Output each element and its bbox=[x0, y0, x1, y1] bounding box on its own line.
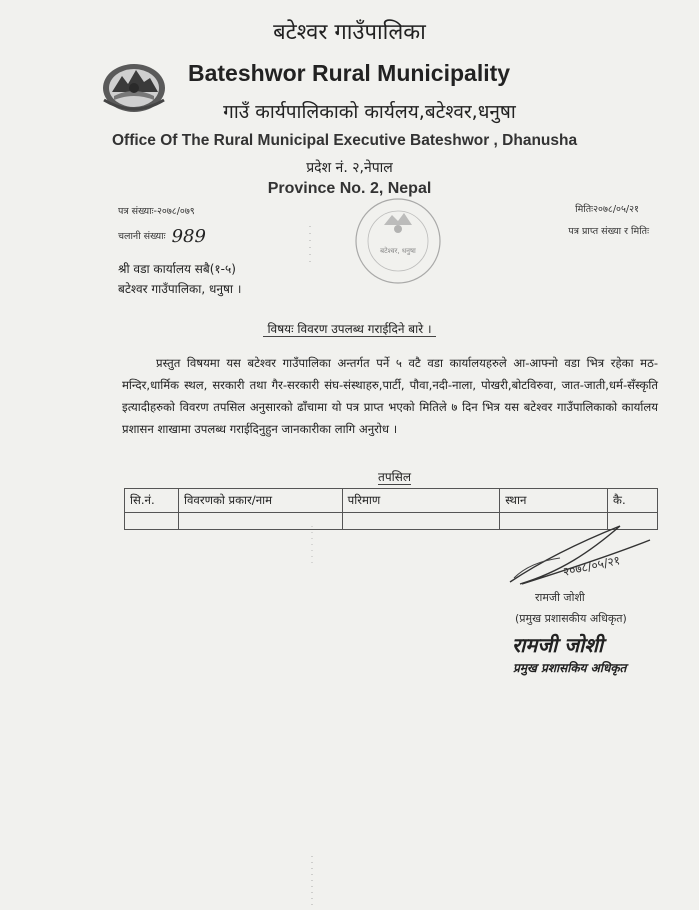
office-seal-stamp bbox=[352, 195, 444, 287]
col-location: स्थान bbox=[500, 489, 608, 513]
col-remarks: कै. bbox=[608, 489, 658, 513]
addressee-line-1: श्री वडा कार्यालय सबै(१-५) bbox=[118, 262, 236, 276]
received-number-date: पत्र प्राप्त संख्या र मितिः bbox=[568, 226, 649, 237]
office-name-devanagari: गाउँ कार्यपालिकाको कार्यलय,बटेश्वर,धनुषा bbox=[223, 101, 516, 123]
schedule-title bbox=[0, 468, 699, 485]
province-english: Province No. 2, Nepal bbox=[267, 180, 432, 197]
svg-text:बटेश्वर, धनुषा: बटेश्वर, धनुषा bbox=[380, 247, 416, 255]
svg-text:२०७८/०५/२१: २०७८/०५/२१ bbox=[561, 553, 622, 579]
letter-date: मितिः२०७८/०५/२१ bbox=[575, 204, 639, 215]
dispatch-label: चलानी संख्याः bbox=[118, 231, 166, 242]
signatory-name: रामजी जोशी bbox=[535, 591, 585, 604]
addressee-line-2: बटेश्वर गाउँपालिका, धनुषा । bbox=[118, 282, 242, 296]
handwritten-signature bbox=[500, 522, 690, 592]
schedule-header-row bbox=[125, 489, 658, 513]
office-name-english: Office Of The Rural Municipal Executive Bateshwor , Dhanusha bbox=[112, 132, 578, 149]
fold-marks bbox=[306, 226, 318, 910]
col-type-name: विवरणको प्रकार/नाम bbox=[178, 489, 342, 513]
subject-text: विषयः विवरण उपलब्ध गराईदिने बारे । bbox=[263, 322, 435, 337]
dispatch-number bbox=[118, 226, 206, 247]
designation-stamp: प्रमुख प्रशासकिय अधिकृत bbox=[513, 661, 627, 675]
col-quantity: परिमाण bbox=[342, 489, 500, 513]
dispatch-number-handwritten: 989 bbox=[171, 226, 206, 247]
reference-number: पत्र संख्याः-२०७८/०७९ bbox=[118, 206, 195, 217]
body-paragraph: प्रस्तुत विषयमा यस बटेश्वर गाउँपालिका अन्तर्गत पर्ने ५ वटै वडा कार्यालयहरुले आ-आफ्नो वडा भित्र रहेका मठ-मन्दिर,धार्मिक स्थल, सरकारी तथा गैर-सरकारी संघ-संस्थाहरु,पार्टी, पौवा,नदी-नाला, पोखरी,बोटविरुवा, जात-जाती,धर्म-सँस्कृति इत्यादीहरुको विवरण तपसिल अनुसारको ढाँचामा यो पत्र प्राप्त भएको मितिले ७ दिन भित्र यस बटेश्वर गाउँपालिकाको कार्यालय प्रशासन शाखामा उपलब्ध गराईदिनुहुन जानकारीका लागि अनुरोध । bbox=[122, 356, 658, 436]
municipality-name-devanagari: बटेश्वर गाउँपालिका bbox=[273, 20, 426, 45]
schedule-title-text: तपसिल bbox=[377, 470, 411, 484]
addressee-block bbox=[118, 259, 241, 299]
signatory-designation: (प्रमुख प्रशासकीय अधिकृत) bbox=[515, 612, 627, 625]
municipality-name-english: Bateshwor Rural Municipality bbox=[188, 60, 511, 86]
subject-line bbox=[0, 320, 699, 337]
province-devanagari: प्रदेश नं. २,नेपाल bbox=[306, 160, 393, 176]
name-stamp: रामजी जोशी bbox=[512, 633, 604, 657]
col-serial: सि.नं. bbox=[125, 489, 179, 513]
